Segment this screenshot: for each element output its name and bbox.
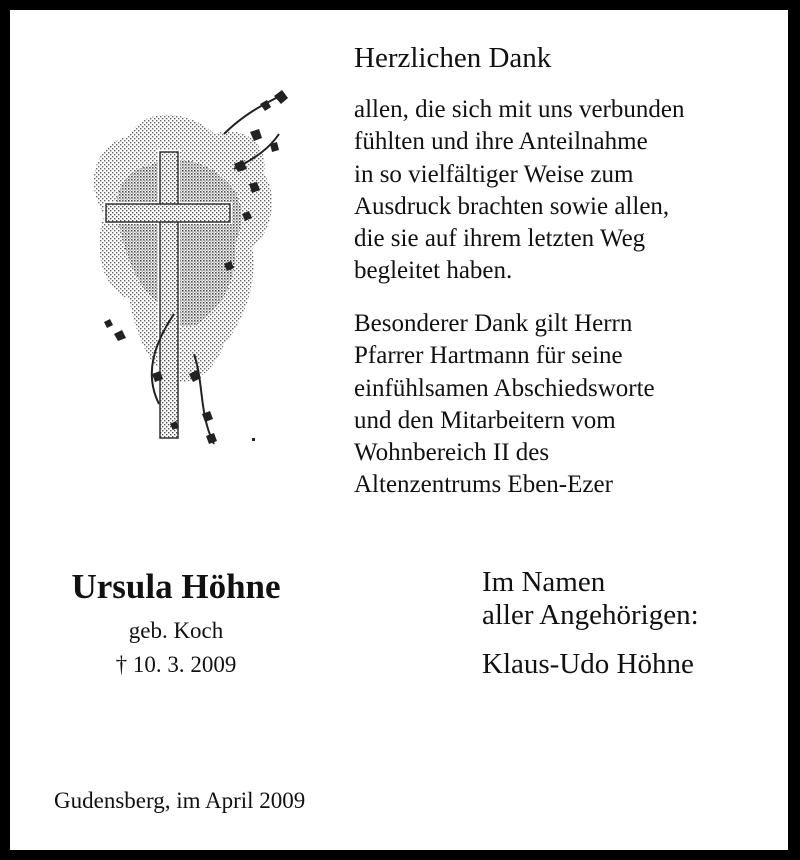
- place-and-date: Gudensberg, im April 2009: [54, 788, 306, 813]
- text-line: in so vielfältiger Weise zum: [354, 160, 634, 188]
- text-line: und den Mitarbeitern vom: [354, 406, 616, 434]
- text-line: Altenzentrums Eben-Ezer: [354, 471, 613, 499]
- text-line: Ausdruck brachten sowie allen,: [354, 192, 670, 220]
- thanks-heading: Herzlichen Dank: [354, 42, 552, 74]
- special-thanks-paragraph: [354, 308, 655, 502]
- death-date: † 10. 3. 2009: [115, 652, 237, 677]
- text-line: Besonderer Dank gilt Herrn: [354, 310, 633, 337]
- text-line: Pfarrer Hartmann für seine: [354, 342, 623, 370]
- text-line: die sie auf ihrem letzten Weg: [354, 225, 646, 253]
- text-line: Im Namen: [482, 566, 606, 598]
- text-line: fühlten und ihre Anteilnahme: [354, 128, 648, 156]
- text-line: allen, die sich mit uns verbunden: [354, 96, 685, 123]
- signer-name: Klaus-Udo Höhne: [482, 648, 694, 680]
- thanks-paragraph: [354, 94, 684, 288]
- text-line: Wohnbereich II des: [354, 439, 550, 467]
- obituary-card: [10, 10, 788, 850]
- deceased-name: Ursula Höhne: [71, 567, 281, 606]
- signoff-text: [482, 566, 699, 632]
- text-line: aller Angehörigen:: [482, 599, 699, 631]
- text-line: einfühlsamen Abschiedsworte: [354, 374, 655, 402]
- cross-with-ivy-icon: [74, 74, 298, 454]
- text-line: begleitet haben.: [354, 257, 513, 285]
- birth-name: geb. Koch: [128, 618, 224, 643]
